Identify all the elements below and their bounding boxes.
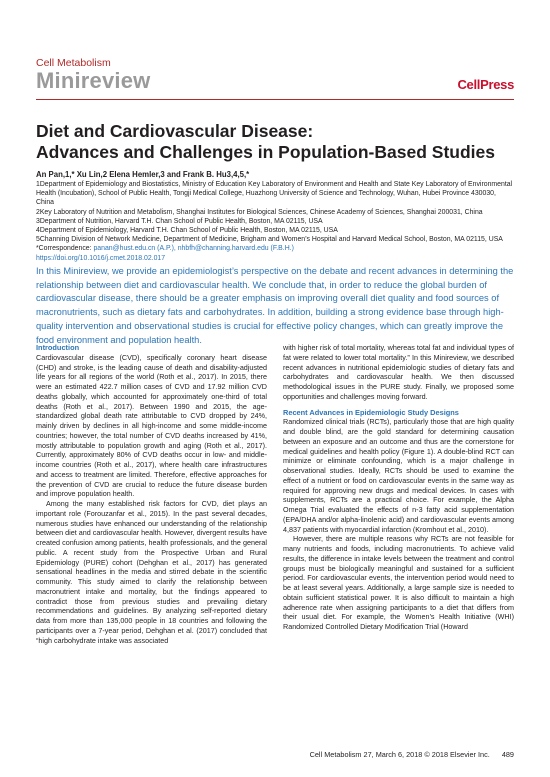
affiliations: [36, 180, 514, 263]
author-list: An Pan,1,* Xu Lin,2 Elena Hemler,3 and Frank B. Hu3,4,5,*: [36, 170, 250, 179]
abstract: In this Minireview, we provide an epidemiologist’s perspective on the debate and recent advances in determining the relationship between diet and cardiovascular health. We conclude that, in order to reduce the global burden of cardiovascular disease, there should be a greater emphasis on improving overall diet quality and food sources of macronutrients, such as dietary fats and carbohydrates. In addition, building a strong evidence base through high-quality intervention and observational studies is crucial for effective policy changes, which can greatly improve the food environment and population health.: [36, 266, 514, 345]
intro-paragraph-2: Among the many established risk factors for CVD, diet plays an important role (Forouzanfar et al., 2015). In the past several decades, numerous studies have enhanced our understanding of the relationship between diet and cardiovascular health. However, divergent results have created confusion among patients, health professionals, and the general public. A recent study from the Prospective Urban and Rural Epidemiology (PURE) cohort (Dehghan et al., 2017) has generated sensational headlines in the media and stirred debate in the scientific community. This study aimed to clarify the relationship between macronutrient intake and mortality, but the findings appeared to contradict those from previous studies and prevailing dietary recommendations and guidelines. By analyzing self-reported dietary data from more than 135,000 people in 18 countries and following the participants over a 7-year period, Dehghan et al. (2017) concluded that “high carbohydrate intake was associated: [36, 499, 267, 645]
journal-name: Cell Metabolism: [36, 57, 111, 69]
header-divider: [36, 99, 514, 100]
correspondence-emails[interactable]: panan@hust.edu.cn (A.P.), nhbfh@channing.harvard.edu (F.B.H.): [93, 245, 294, 253]
intro-paragraph-1: Cardiovascular disease (CVD), specifically coronary heart disease (CHD) and stroke, is the leading cause of death and disability-adjusted life years for all regions of the world (Roth et al., 2017). In 2015, there were an estimated 422.7 million cases of CVD and 17.92 million CVD deaths globally, which accounted for approximately one-third of total deaths (Roth et al., 2017). Between 1990 and 2015, the age-standardized global death rate attributable to CVD dropped by 24%, mainly driven by declines in all high-income and some middle-income countries; however, the total number of CVD deaths increased by 41%, mostly attributable to population growth and aging (Roth et al., 2017). Currently, approximately 80% of CVD deaths occur in low- and middle-income countries (Roth et al., 2017), where health care infrastructures and access to treatment are limited. Therefore, effective approaches for the prevention of CVD are crucial to reduce the future disease burden and improve population health.: [36, 352, 267, 499]
left-column: [36, 343, 267, 645]
page-footer: [310, 750, 514, 759]
introduction-heading: Introduction: [36, 343, 80, 352]
affiliation-4: 4Department of Epidemiology, Harvard T.H. Chan School of Public Health, Boston, MA 02115, USA: [36, 227, 338, 235]
title-line-1: Diet and Cardiovascular Disease:: [36, 121, 314, 141]
correspondence: [36, 244, 514, 253]
affiliation-5: 5Channing Division of Network Medicine, Department of Medicine, Brigham and Women’s Hospital and Harvard Medical School, Boston, MA 02115, USA: [36, 236, 503, 244]
title-line-2: Advances and Challenges in Population-Based Studies: [36, 142, 495, 162]
recent-advances-heading: Recent Advances in Epidemiologic Study Designs: [283, 407, 459, 417]
correspondence-label: *Correspondence:: [36, 245, 94, 253]
right-paragraph-2: Randomized clinical trials (RCTs), particularly those that are high quality and double blind, are the gold standard for determining causation between an exposure and an outcome and thus are the cornerstone for medical guidelines and health policy (Figure 1). A double-blind RCT can minimize or eliminate confounding, which is a major challenge in observational studies. Ideally, RCTs should be used to examine the effect of a nutrient or food on cardiovascular events in the same way as required for approving new drugs and medical devices. In cases with supplements, RCTs are a practical choice. For example, the Alpha Omega Trial evaluated the effects of n-3 fatty acid supplementation (EPA/DHA and/or alpha-linolenic acid) and cardiovascular events among 4,837 patients with myocardial infarction (Kromhout et al., 2010).: [283, 417, 514, 534]
publisher-logo: CellPress: [457, 77, 514, 92]
article-title: [36, 121, 516, 163]
affiliation-3: 3Department of Nutrition, Harvard T.H. Chan School of Public Health, Boston, MA 02115, USA: [36, 217, 323, 225]
right-column: [283, 343, 514, 632]
right-paragraph-3: However, there are multiple reasons why RCTs are not feasible for many nutrients and foods, including macronutrients. To achieve valid results, the difference in intake levels between the treatment and control groups must be biologically meaningful and sustained for a sufficient period. For cardiovascular events, the intervention period would need to be at least several years. Additionally, a large sample size is needed to obtain sufficient statistical power. It is also difficult to maintain a high adherence rate when assigning participants to a diet that differs from their usual diet. For example, the Women’s Health Initiative (WHI) Randomized Controlled Dietary Modification Trial (Howard: [283, 534, 514, 631]
affiliation-1: 1Department of Epidemiology and Biostatistics, Ministry of Education Key Laboratory of Environment and Health and State Key Laboratory of Environmental Health (Incubation), School of Public Health, Tongji Medical College, Huazhong University of Science and Technology, Wuhan, Hubei Province 430030, China: [36, 181, 513, 207]
doi-link[interactable]: https://doi.org/10.1016/j.cmet.2018.02.017: [36, 254, 166, 262]
footer-citation: Cell Metabolism 27, March 6, 2018 © 2018 Elsevier Inc.: [309, 750, 490, 759]
article-type: Minireview: [36, 68, 151, 93]
page-number: 489: [501, 750, 514, 759]
right-paragraph-1: with higher risk of total mortality, whereas total fat and individual types of fat were related to lower total mortality.” In this Minireview, we described recent advances in nutritional epidemiologic studies of dietary fats and carbohydrates and cardiovascular health. We then discussed methodological issues in the PURE study. Finally, we proposed some opportunities and challenges moving forward.: [283, 343, 514, 401]
affiliation-2: 2Key Laboratory of Nutrition and Metabolism, Shanghai Institutes for Biological Sciences, Chinese Academy of Sciences, Shanghai 200031, China: [36, 208, 483, 216]
